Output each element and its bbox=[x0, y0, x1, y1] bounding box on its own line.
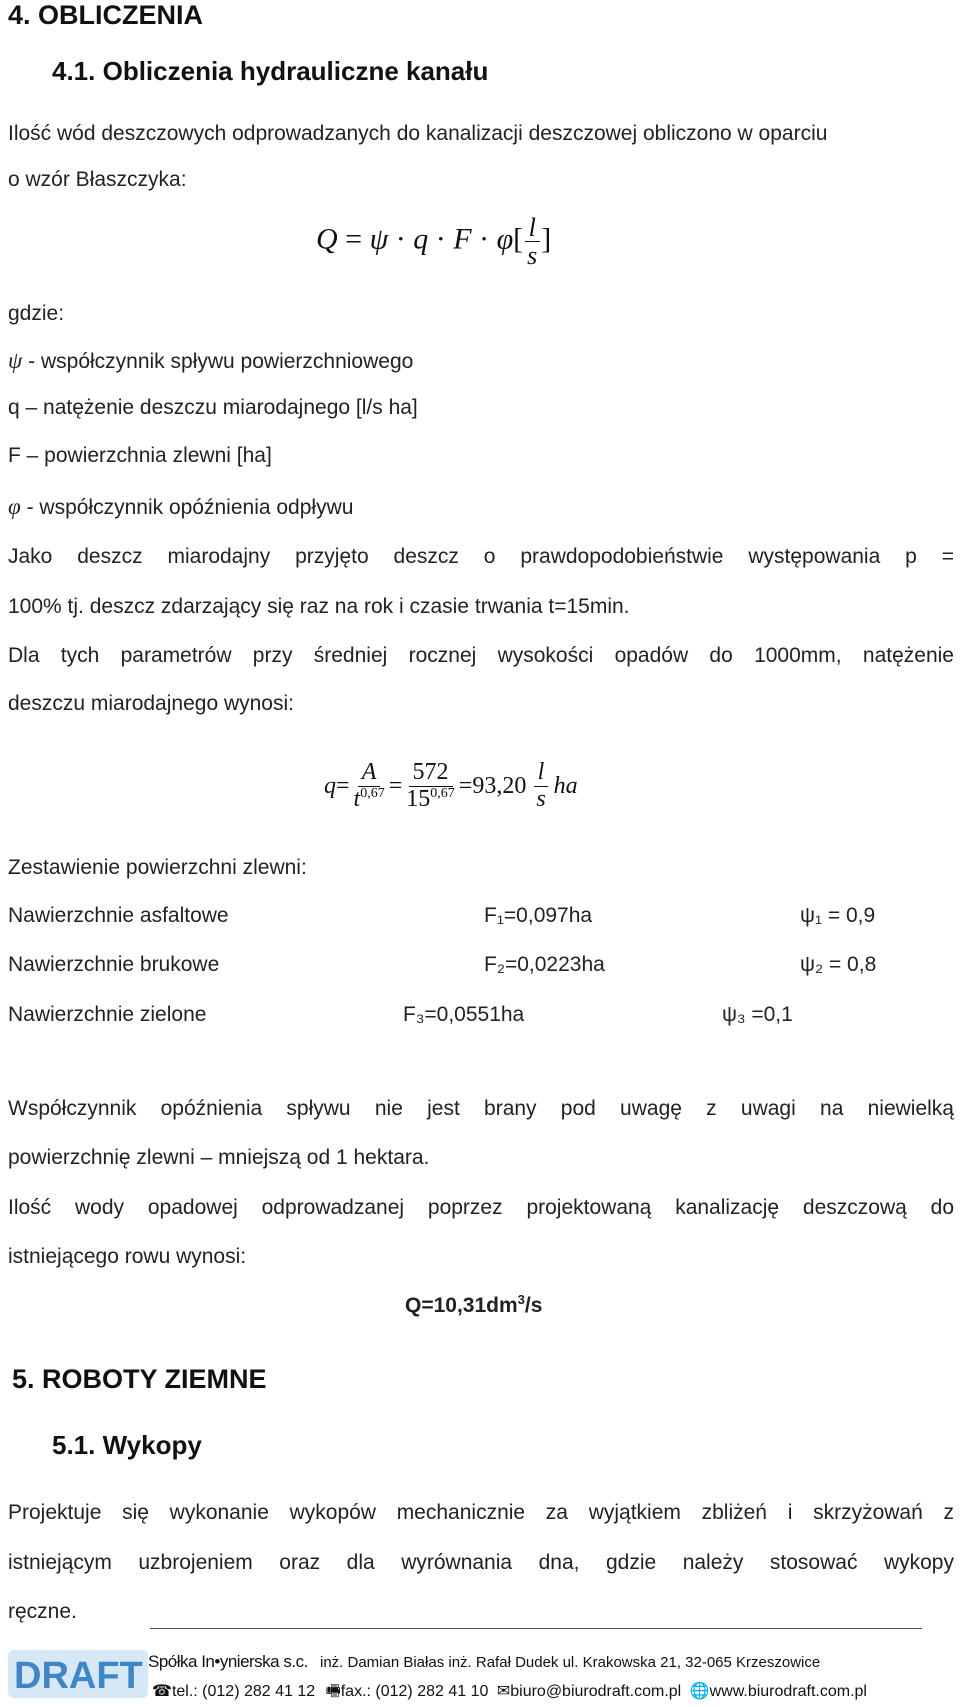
rain-line-2: 100% tj. deszcz zdarzający się raz na rok i czasie trwania t=15min. bbox=[8, 595, 630, 618]
catchment-row-name: Nawierzchnie zielone bbox=[8, 1003, 207, 1026]
footer-email[interactable]: biuro@biurodraft.com.pl bbox=[510, 1683, 682, 1700]
footer-fax: fax.: (012) 282 41 10 bbox=[340, 1683, 489, 1700]
subsection-title: 5.1. Wykopy bbox=[52, 1430, 202, 1460]
excavation-line-2: istniejącym uzbrojeniem oraz dla wyrównania dna, gdzie należy stosować wykopy bbox=[8, 1551, 954, 1574]
phi-symbol: φ bbox=[8, 494, 21, 519]
intensity-formula: q = $\frac{A}{t^{0,67}}$ = $\frac{572}{15^{0,67}}$ = 93,20 $\frac{l}{s}$ ha bbox=[324, 759, 578, 812]
globe-icon: 🌐 bbox=[689, 1683, 710, 1700]
phi-definition: φ - współczynnik opóźnienia odpływu bbox=[8, 494, 354, 519]
catchment-row-area: F₁=0,097ha bbox=[484, 904, 593, 927]
phone-icon: ☎ bbox=[152, 1683, 172, 1700]
section-title: 4. OBLICZENIA bbox=[8, 0, 204, 30]
outflow-line-1: Ilość wody opadowej odprowadzanej poprzez projektowaną kanalizację deszczową do bbox=[8, 1196, 954, 1219]
outflow-line-2: istniejącego rowu wynosi: bbox=[8, 1245, 247, 1268]
catchment-heading: Zestawienie powierzchni zlewni: bbox=[8, 856, 307, 879]
catchment-row-area: F₂=0,0223ha bbox=[484, 953, 605, 976]
catchment-row-area: F₃=0,0551ha bbox=[403, 1003, 525, 1026]
logo-text: DRAFT bbox=[14, 1655, 143, 1697]
footer-line-2 bbox=[152, 1680, 867, 1707]
footer-line-1 bbox=[148, 1652, 820, 1672]
catchment-row-name: Nawierzchnie asfaltowe bbox=[8, 904, 229, 927]
q-definition: q – natężenie deszczu miarodajnego [l/s ha] bbox=[8, 396, 418, 419]
catchment-row-coef: ψ₃ =0,1 bbox=[722, 1003, 793, 1026]
excavation-line-3: ręczne. bbox=[8, 1600, 77, 1623]
f-definition: F – powierzchnia zlewni [ha] bbox=[8, 444, 272, 467]
psi-definition: ψ - współczynnik spływu powierzchniowego bbox=[8, 348, 414, 373]
footer-phone: tel.: (012) 282 41 12 bbox=[171, 1683, 316, 1700]
excavation-line-1: Projektuje się wykonanie wykopów mechanicznie za wyjątkiem zbliżeń i skrzyżowań z bbox=[8, 1501, 954, 1524]
outflow-result: $Q=10,31dm^3/s$ bbox=[405, 1292, 543, 1317]
where-label: gdzie: bbox=[8, 302, 65, 325]
rain-line-3: Dla tych parametrów przy średniej rocznej wysokości opadów do 1000mm, natężenie bbox=[8, 644, 954, 667]
company-logo bbox=[8, 1644, 156, 1702]
mail-icon: ✉ bbox=[496, 1683, 511, 1700]
delay-line-2: powierzchnię zlewni – mniejszą od 1 hektara. bbox=[8, 1146, 430, 1169]
catchment-row-coef: ψ₁ = 0,9 bbox=[800, 904, 876, 927]
intro-line-1: Ilość wód deszczowych odprowadzanych do kanalizacji deszczowej obliczono w oparciu bbox=[8, 122, 828, 145]
rain-line-4: deszczu miarodajnego wynosi: bbox=[8, 692, 294, 715]
delay-line-1: Współczynnik opóźnienia spływu nie jest brany pod uwagę z uwagi na niewielką bbox=[8, 1097, 954, 1120]
blaszczyk-formula: Q = ψ · q · F · φ[ $\frac{l}{s}$ ] bbox=[316, 213, 552, 271]
footer-www[interactable]: www.biurodraft.com.pl bbox=[709, 1683, 867, 1700]
catchment-row-name: Nawierzchnie brukowe bbox=[8, 953, 220, 976]
footer-company: Spółka In•ynierska s.c. bbox=[148, 1652, 308, 1671]
psi-symbol: ψ bbox=[8, 348, 23, 373]
footer-rule bbox=[150, 1628, 922, 1629]
fax-icon: 🖷 bbox=[325, 1683, 341, 1700]
intro-line-2: o wzór Błaszczyka: bbox=[8, 168, 187, 191]
section-title: 5. ROBOTY ZIEMNE bbox=[12, 1364, 267, 1394]
footer-persons: inż. Damian Białas inż. Rafał Dudek ul. Krakowska 21, 32-065 Krzeszowice bbox=[319, 1654, 821, 1671]
rain-line-1: Jako deszcz miarodajny przyjęto deszcz o prawdopodobieństwie występowania p = bbox=[8, 545, 954, 568]
catchment-row-coef: ψ₂ = 0,8 bbox=[800, 953, 877, 976]
subsection-title: 4.1. Obliczenia hydrauliczne kanału bbox=[52, 56, 489, 86]
